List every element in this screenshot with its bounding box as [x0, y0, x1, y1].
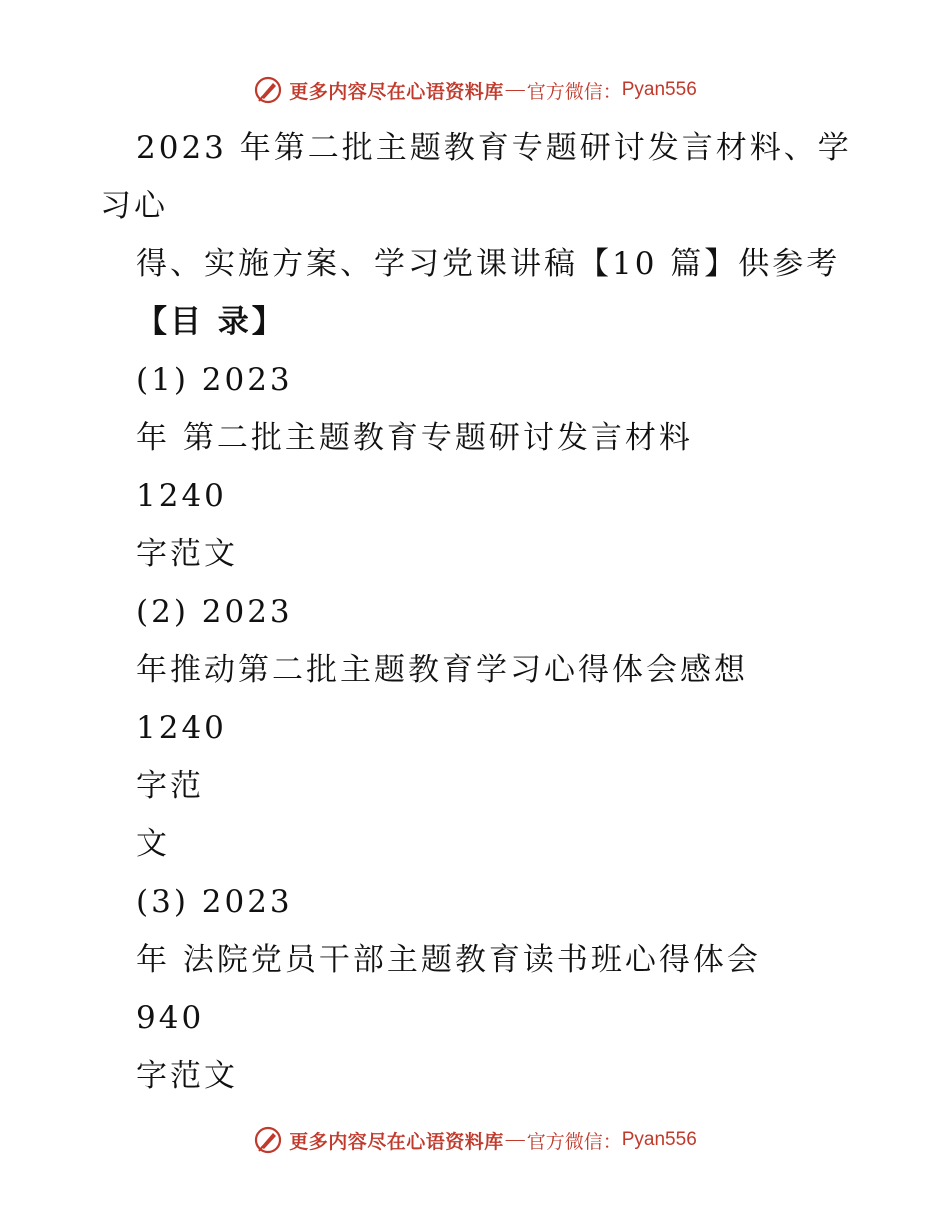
banner-site-text: 更多内容尽在心语资料库 — [289, 1130, 504, 1153]
toc-entry-suffix-continued: 文 — [136, 826, 170, 862]
doc-title-line-1: 2023 年第二批主题教育专题研讨发言材料、学 — [136, 130, 852, 166]
toc-entry-number: (2) 2023 — [136, 594, 293, 630]
quill-logo-icon — [253, 75, 283, 105]
toc-entry-suffix: 字范 — [136, 768, 204, 804]
footer-banner — [0, 1120, 950, 1160]
toc-entry-title: 年 法院党员干部主题教育读书班心得体会 — [136, 942, 761, 978]
toc-entry-count: 1240 — [136, 478, 227, 514]
banner-wechat-label: 官方微信： — [526, 1130, 622, 1153]
banner-separator: — — [505, 1129, 525, 1150]
header-banner — [0, 70, 950, 110]
toc-entry-count: 940 — [136, 1000, 205, 1036]
toc-heading: 【目 录】 — [136, 304, 286, 340]
toc-entry-title: 年 第二批主题教育专题研讨发言材料 — [136, 420, 693, 456]
doc-title-line-3: 得、实施方案、学习党课讲稿【10 篇】供参考 — [136, 246, 841, 282]
banner-separator: — — [505, 79, 525, 100]
toc-entry-suffix: 字范文 — [136, 536, 238, 572]
banner-wechat-label: 官方微信： — [526, 80, 622, 103]
doc-title-line-2: 习心 — [100, 188, 168, 224]
toc-entry-suffix: 字范文 — [136, 1058, 238, 1094]
banner-wechat-id: Pyan556 — [621, 79, 697, 100]
banner-wechat-id: Pyan556 — [621, 1129, 697, 1150]
toc-entry-number: (3) 2023 — [136, 884, 293, 920]
quill-logo-icon — [253, 1125, 283, 1155]
toc-entry-title: 年推动第二批主题教育学习心得体会感想 — [136, 652, 748, 688]
toc-entry-count: 1240 — [136, 710, 227, 746]
toc-entry-number: (1) 2023 — [136, 362, 293, 398]
banner-site-text: 更多内容尽在心语资料库 — [289, 80, 504, 103]
